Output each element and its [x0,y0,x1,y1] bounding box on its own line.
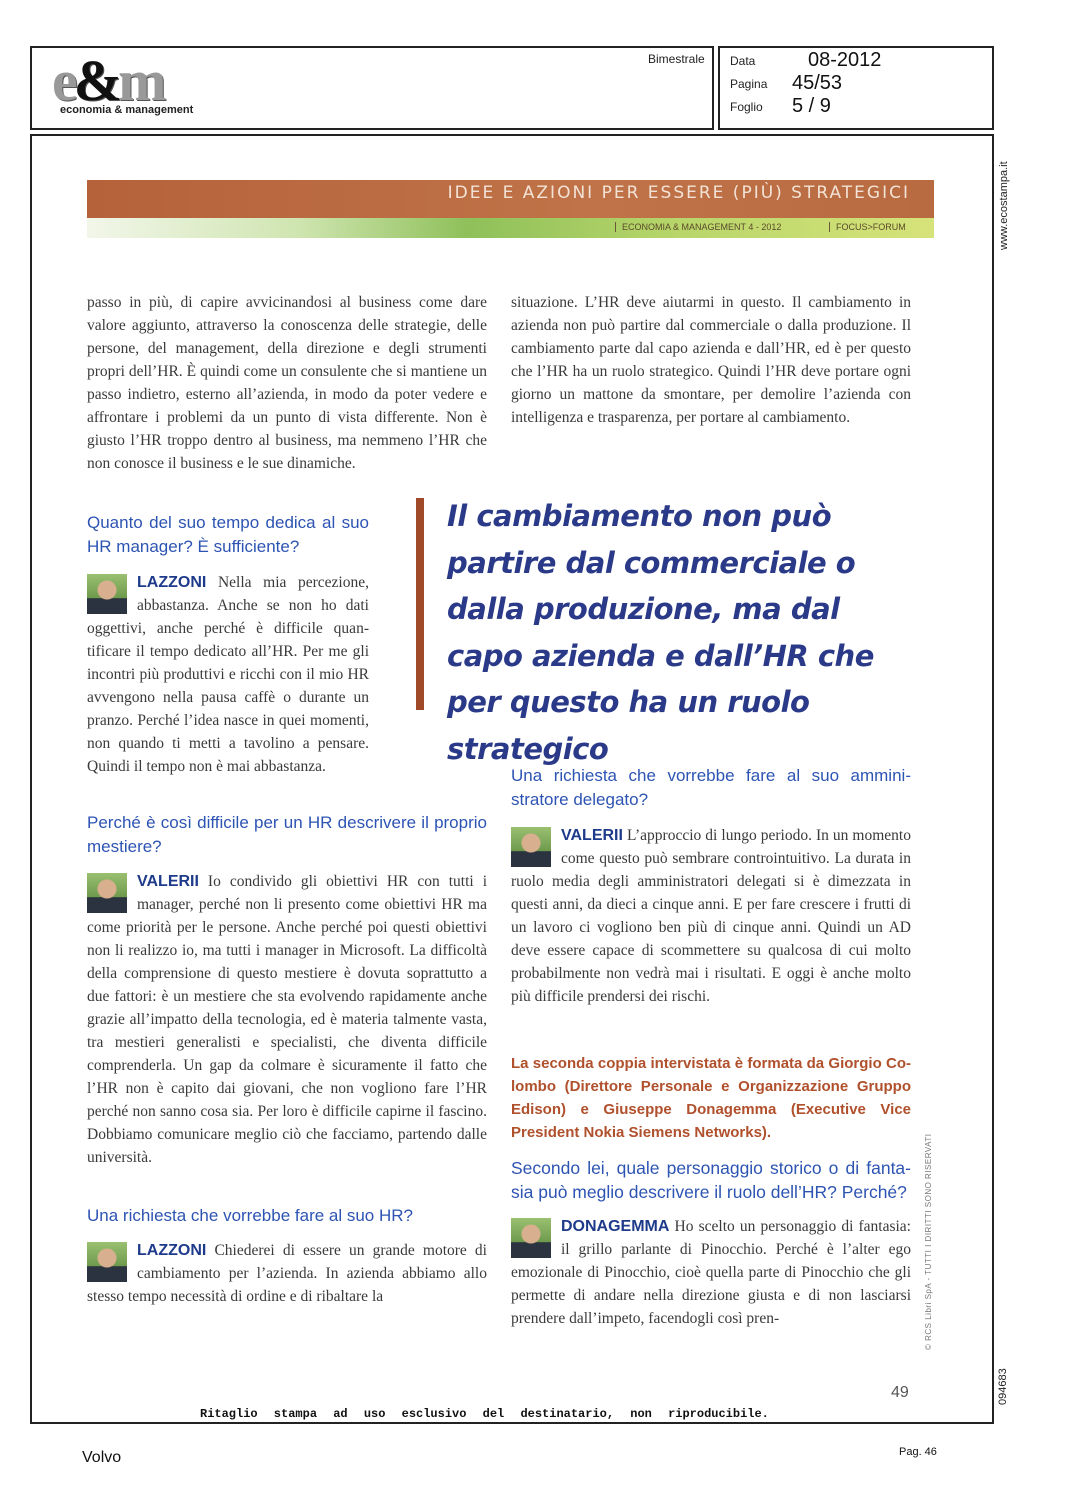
answer-text: L’approccio di lungo periodo. In un momento come questo può sembrare controintuitivo. La durata in ruolo media degli amministratori delegati si è dimezzata in questi anni, da dieci a cinque anni. E per fare crescere i frutti di un lavoro ci vogliono ben più di cinque anni. Quindi un AD deve essere capace di scommettere su qualcosa di cui molto probabilmente non vedrà mai i risultati. E oggi è anche molto più difficile prendersi dei rischi. [511,827,911,1005]
answer-text: Nella mia percezione, abbastanza. Anche se non ho dati oggettivi, anche perché è difficile quantificare il tempo dedicato all’HR. Per me gli incontri più produttivi e ricchi con il mio HR avvengono nella pausa caffè o durante un pranzo. Perché l’idea nasce in quei momenti, non quando ti metti a tavolino a pensare. Quindi il tempo non è mai abbastanza. [87,574,369,775]
banner-section: FOCUS>FORUM [829,222,906,232]
answer-paragraph [511,824,911,1008]
client-name: Volvo [82,1449,122,1466]
left-column [87,291,487,1308]
section-banner [87,180,934,238]
answer-paragraph [87,870,487,1169]
question-heading: Secondo lei, quale personaggio storico o di fantasia può meglio descrivere il ruolo dell’HR? Perché? [511,1158,911,1202]
pull-quote: Il cambiamento non può partire dal commerciale o dalla produzione, ma dal capo azienda e dall’HR che per questo ha un ruolo strategico [447,499,874,766]
answer-paragraph [87,1239,487,1308]
clip-code: 094683 [997,1368,1009,1405]
answer-text: Ho scelto un personaggio di fantasia: il grillo parlante di Pinocchio. Perché è l’alter ego emozionale di Pinocchio, cioè quella parte di Pinocchio che gli permette di andare nella direzione giusta e di non lasciarsi prendere dall’impeto, facendogli così pren- [511,1218,911,1327]
publication-logo: e&m [52,48,163,113]
paragraph: passo in più, di capire avvicinandosi al business come dare valore aggiunto, attraverso la conoscenza delle strategie, delle persone, del management, della direzione e degli strumenti propri dell’HR. È quindi come un consulente che si mantiene un passo indietro, esterno all’azienda, in modo da poter vedere e affrontare i problemi da un punto di vista differente. Non è giusto l’HR troppo dentro al business, ma nemmeno l’HR che non conosce il business e le sue dinamiche. [87,294,487,472]
clip-page: Pag. 46 [899,1446,937,1458]
right-column-top [511,291,911,429]
paragraph: situazione. L’HR deve aiutarmi in questo. Il cambiamento in azienda non può partire dal commerciale o dalla produzione. Il cambiamento parte dal capo azienda e dall’HR, ed è per questo che l’HR ha un ruolo strategico. Quindi l’HR deve portare ogni giorno un mattone da smontare, per demolire l’azienda con intelligenza e trasparenza, per portare al cambiamento. [511,294,911,426]
lazzoni-portrait [87,574,127,614]
question-heading: Quanto del suo tempo dedica al suo HR manager? È sufficiente? [87,513,369,556]
banner-issue: ECONOMIA & MANAGEMENT 4 - 2012 [615,222,781,232]
banner-title: IDEE E AZIONI PER ESSERE (PIÙ) STRATEGICI [447,183,910,203]
answer-paragraph [511,1215,911,1330]
pull-quote-bar [416,498,424,710]
copyright-note: © RCS Libri SpA - TUTTI I DIRITTI SONO RISERVATI [924,1133,933,1350]
speaker-name: LAZZONI [137,1242,207,1259]
answer-text: Io condivido gli obiettivi HR con tutti i manager, perché non li presento come obiettivi HR ma come priorità per le persone. Anche perché poi questi obiettivi non li realizzo io, ma tutti i manager in Microsoft. La difficoltà della comprensione di questo mestiere è dovuta soprattutto a due fattori: è un mestiere che sta evolvendo rapidamente anche grazie all’impatto della tecnologia, ed è materia talmente vasta, tra mestieri generalisti e specialisti, che diventa difficile comprenderla. Un gap da colmare è sicuramente il fatto che l’HR non è capito dai giovani, che non vogliono fare l’HR perché non sanno cosa sia. Per loro è difficile capirne il fascino. Dobbiamo comunicare meglio ciò che facciamo, partendo dalle università. [87,873,487,1166]
reproduction-notice: Ritaglio stampa ad uso esclusivo del destinatario, non riproducibile. [200,1407,769,1421]
question-heading: Una richiesta che vorrebbe fare al suo amministratore delegato? [511,766,911,809]
frequency-label: Bimestrale [648,52,705,66]
valerii-portrait [511,827,551,867]
answer-text: Chiederei di essere un grande motore di cambiamento per l’azienda. In azienda abbiamo allo stesso tempo necessità di ordine e di ribaltare la [87,1242,487,1305]
intro-paragraph: La seconda coppia intervistata è formata da Giorgio Colombo (Direttore Personale e Organizzazione Gruppo Edison) e Giuseppe Donagemma (Executive Vice President Nokia Siemens Networks). [511,1055,911,1141]
speaker-name: DONAGEMMA [561,1218,670,1235]
speaker-name: LAZZONI [137,574,207,591]
lazzoni-portrait [87,1242,127,1282]
question-heading: Una richiesta che vorrebbe fare al suo HR? [87,1206,413,1225]
pagina-label: Pagina [730,77,768,91]
right-column-bottom [511,764,911,1330]
donagemma-portrait [511,1218,551,1258]
foglio-value: 5 / 9 [792,95,831,117]
speaker-name: VALERII [137,873,199,890]
data-value: 08-2012 [808,49,882,71]
site-label: www.ecostampa.it [998,161,1010,250]
page-number: 49 [891,1384,909,1401]
question-heading: Perché è così difficile per un HR descrivere il proprio mestiere? [87,813,487,856]
logo-subtitle: economia & management [60,104,194,116]
valerii-portrait [87,873,127,913]
speaker-name: VALERII [561,827,623,844]
data-label: Data [730,54,756,68]
pagina-value: 45/53 [792,72,843,94]
foglio-label: Foglio [730,100,763,114]
